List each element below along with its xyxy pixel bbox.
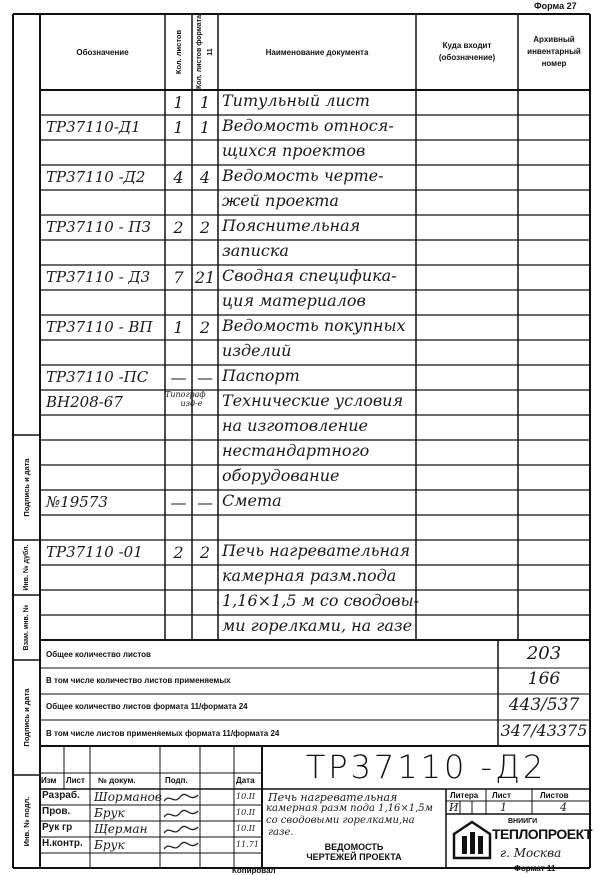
stamp-person-date: 10.II [236,792,256,801]
org-city: г. Москва [500,846,562,860]
row-format11: — [197,368,213,387]
stamp-head-izm: Изм [41,776,57,785]
stamp-head-doc: № докум. [98,776,136,785]
row-doc-name: изделий [222,341,292,360]
col-header-format11: Кол. листов формата 11 [196,15,214,90]
stamp-listov-label: Листов [540,791,569,800]
stamp-person-role: Рук гр [42,822,73,833]
col-header-sheets: Кол. листов [174,29,183,75]
org-name: ТЕПЛОПРОЕКТ [492,826,593,842]
stamp-head-list: Лист [66,776,85,785]
org-small-label: ВНИИГИ [508,818,538,825]
row-format11: 21 [194,268,216,287]
row-doc-name: 1,16×1,5 м со сводовы- [222,591,420,610]
row-doc-name: ми горелками, на газе [222,616,413,635]
row-doc-name: нестандартного [222,441,370,460]
stamp-head-podp: Подп. [165,776,188,785]
row-doc-name: Ведомость покупных [222,316,406,335]
row-doc-name: на изготовление [222,416,368,435]
total-label-applied-format: В том числе листов применяемых формата 11/формата 24 [46,729,280,738]
row-sheets: 1 [173,93,184,112]
row-designation: ТР37110 -ПС [46,368,149,386]
signature-scribble [162,839,200,853]
row-format11: 4 [199,168,211,187]
row-format11: 1 [199,93,211,112]
row-doc-name: оборудование [222,466,340,485]
total-value-format: 443/537 [508,695,580,715]
stamp-doc-title-2: ЧЕРТЕЖЕЙ ПРОЕКТА [306,852,402,862]
side-label-vzam: Взам. инв. № [23,604,30,651]
row-doc-name: ция материалов [222,291,366,310]
row-sheets: 2 [173,543,184,562]
row-designation: ТР37110 -Д2 [46,168,146,186]
row-doc-name: Смета [222,491,282,510]
stamp-head-data: Дата [236,776,255,785]
stamp-doc-title-1: ВЕДОМОСТЬ [324,842,384,852]
row-sheets: 2 [173,218,184,237]
stamp-person-date: 11.71 [236,840,259,849]
row-designation: ТР37110-Д1 [46,118,141,136]
signature-scribble [162,807,200,821]
row-format11: 2 [199,543,211,562]
total-label-format: Общее количество листов формата 11/формата 24 [46,702,248,711]
row-doc-name: Титульный лист [222,91,370,110]
stamp-litera-value: И [449,801,459,814]
row-doc-name: записка [222,241,289,260]
row-sheets: 4 [173,168,184,187]
stamp-person-name: Брук [94,838,125,852]
row-format11: изд-е [180,399,203,408]
row-designation: №19573 [46,493,108,511]
row-doc-name: Сводная специфика- [222,266,397,285]
stamp-person-name: Брук [94,806,125,820]
total-value-applied: 166 [527,669,561,689]
row-doc-name: Ведомость относя- [222,116,394,135]
stamp-person-date: 10.II [236,808,256,817]
row-format11: 1 [199,118,211,137]
row-doc-name: камерная разм.пода [222,566,397,585]
total-value-all: 203 [526,643,562,664]
stamp-object-line-1: Печь нагревательная [268,791,398,804]
row-doc-name: Ведомость черте- [222,166,384,185]
total-value-applied-format: 347/43375 [500,721,588,740]
row-sheets: 1 [173,118,184,137]
footer-format: Формат 11 [514,864,556,873]
row-designation: ТР37110 - ВП [46,318,153,336]
col-header-designation: Обозначение [76,48,129,57]
org-emblem-icon [452,820,492,860]
side-label-podpis-1: Подпись и дата [22,458,31,517]
stamp-person-name: Шорманов [94,790,162,804]
col-header-archive: Архивный инвентарный номер [527,35,581,68]
total-label-applied: В том числе количество листов применяемых [46,676,231,685]
row-doc-name: щихся проектов [222,141,366,160]
row-format11: — [197,493,213,512]
stamp-person-role: Разраб. [42,790,80,801]
row-designation: ТР37110 -01 [46,543,143,561]
stamp-person-role: Н.контр. [42,838,83,849]
stamp-litera-label: Литера [450,791,479,800]
stamp-person-date: 10.II [236,824,256,833]
row-sheets: Типограф [165,390,206,399]
stamp-code: ТР37110 -Д2 [305,748,547,786]
col-header-where-in: Куда входит (обозначение) [438,41,496,62]
row-doc-name: Технические условия [222,391,404,410]
signature-scribble [162,791,200,805]
row-sheets: — [170,493,187,512]
row-sheets: 1 [173,318,184,337]
stamp-list-value: 1 [500,801,507,814]
row-designation: ТР37110 - ПЗ [46,218,151,236]
side-label-podpis-2: Подпись и дата [22,688,31,747]
side-label-inv-podl: Инв. № подл. [22,796,31,847]
footer-kopiroval: Копировал [232,866,276,875]
row-sheets: — [170,368,187,387]
stamp-object-line-4: газе. [268,827,294,838]
row-doc-name: Пояснительная [222,216,361,235]
row-doc-name: жей проекта [222,191,339,210]
row-designation: ТР37110 - Д3 [46,268,151,286]
row-sheets: 7 [173,268,184,287]
total-label-all: Общее количество листов [46,650,151,659]
stamp-object-line-2: камерная разм пода 1,16×1,5м [266,803,433,814]
row-doc-name: Паспорт [222,366,300,385]
row-doc-name: Печь нагревательная [222,541,411,560]
row-designation: ВН208-67 [46,393,123,411]
stamp-person-role: Пров. [42,806,71,817]
stamp-object-line-3: со сводовыми горелками,на [266,815,415,826]
stamp-list-label: Лист [492,791,511,800]
stamp-listov-value: 4 [560,801,567,814]
col-header-doc-name: Наименование документа [265,48,369,57]
signature-scribble [162,823,200,837]
row-format11: 2 [199,218,211,237]
org-logo [448,818,593,864]
stamp-person-name: Щерман [94,822,148,836]
row-format11: 2 [199,318,211,337]
forma-label: Форма 27 [534,1,577,11]
side-label-inv-dubl: Инв. № дубл. [23,544,30,591]
